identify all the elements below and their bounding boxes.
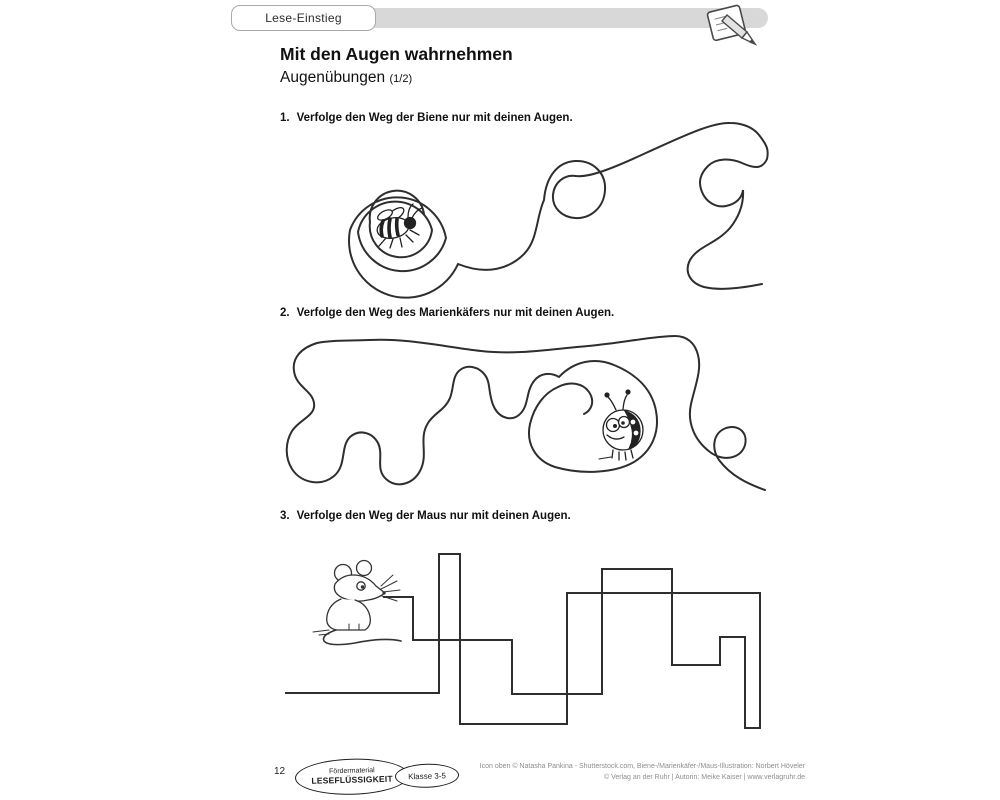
exercise-1-drawing — [338, 118, 778, 302]
credits-line2: © Verlag an der Ruhr | Autorin: Meike Kaiser | www.verlagruhr.de — [603, 773, 805, 781]
badge-line1: Fördermaterial — [329, 767, 375, 776]
exercise-2-heading — [280, 307, 614, 319]
page-number: 12 — [274, 766, 286, 777]
exercise-1-number: 1. — [280, 112, 290, 124]
bee-path — [349, 123, 768, 298]
bee-icon — [375, 204, 422, 248]
footer-credits — [430, 762, 805, 784]
exercise-1-text: Verfolge den Weg der Biene nur mit deinen Augen. — [296, 112, 573, 124]
page-subtitle-text: Augenübungen — [280, 69, 386, 86]
ladybug-icon — [599, 389, 643, 460]
mouse-icon — [313, 561, 401, 645]
page-subtitle — [280, 69, 412, 87]
badge-klasse-label: Klasse 3-5 — [407, 770, 447, 781]
ladybug-path — [287, 336, 765, 490]
footer-badge-main — [295, 757, 410, 796]
page-subtitle-suffix: (1/2) — [389, 73, 413, 85]
credits-line1: Icon oben © Natasha Pankina - Shutterstock.com, Biene-/Marienkäfer-/Maus-Illustration: Norbert Höveler — [479, 763, 805, 770]
exercise-3-drawing — [285, 542, 765, 737]
header-tab — [231, 5, 376, 31]
exercise-3-heading — [280, 510, 571, 522]
exercise-2-text: Verfolge den Weg des Marienkäfers nur mit deinen Augen. — [296, 307, 615, 319]
page-title: Mit den Augen wahrnehmen — [280, 44, 513, 64]
header-tab-label: Lese-Einstieg — [265, 11, 342, 25]
badge-line2: LESEFLÜSSIGKEIT — [311, 773, 393, 786]
exercise-2-number: 2. — [280, 307, 290, 319]
exercise-3-text: Verfolge den Weg der Maus nur mit deinen Augen. — [296, 510, 571, 522]
notepad-pencil-icon — [700, 1, 766, 49]
exercise-3-number: 3. — [280, 510, 290, 522]
exercise-2-drawing — [283, 330, 768, 502]
